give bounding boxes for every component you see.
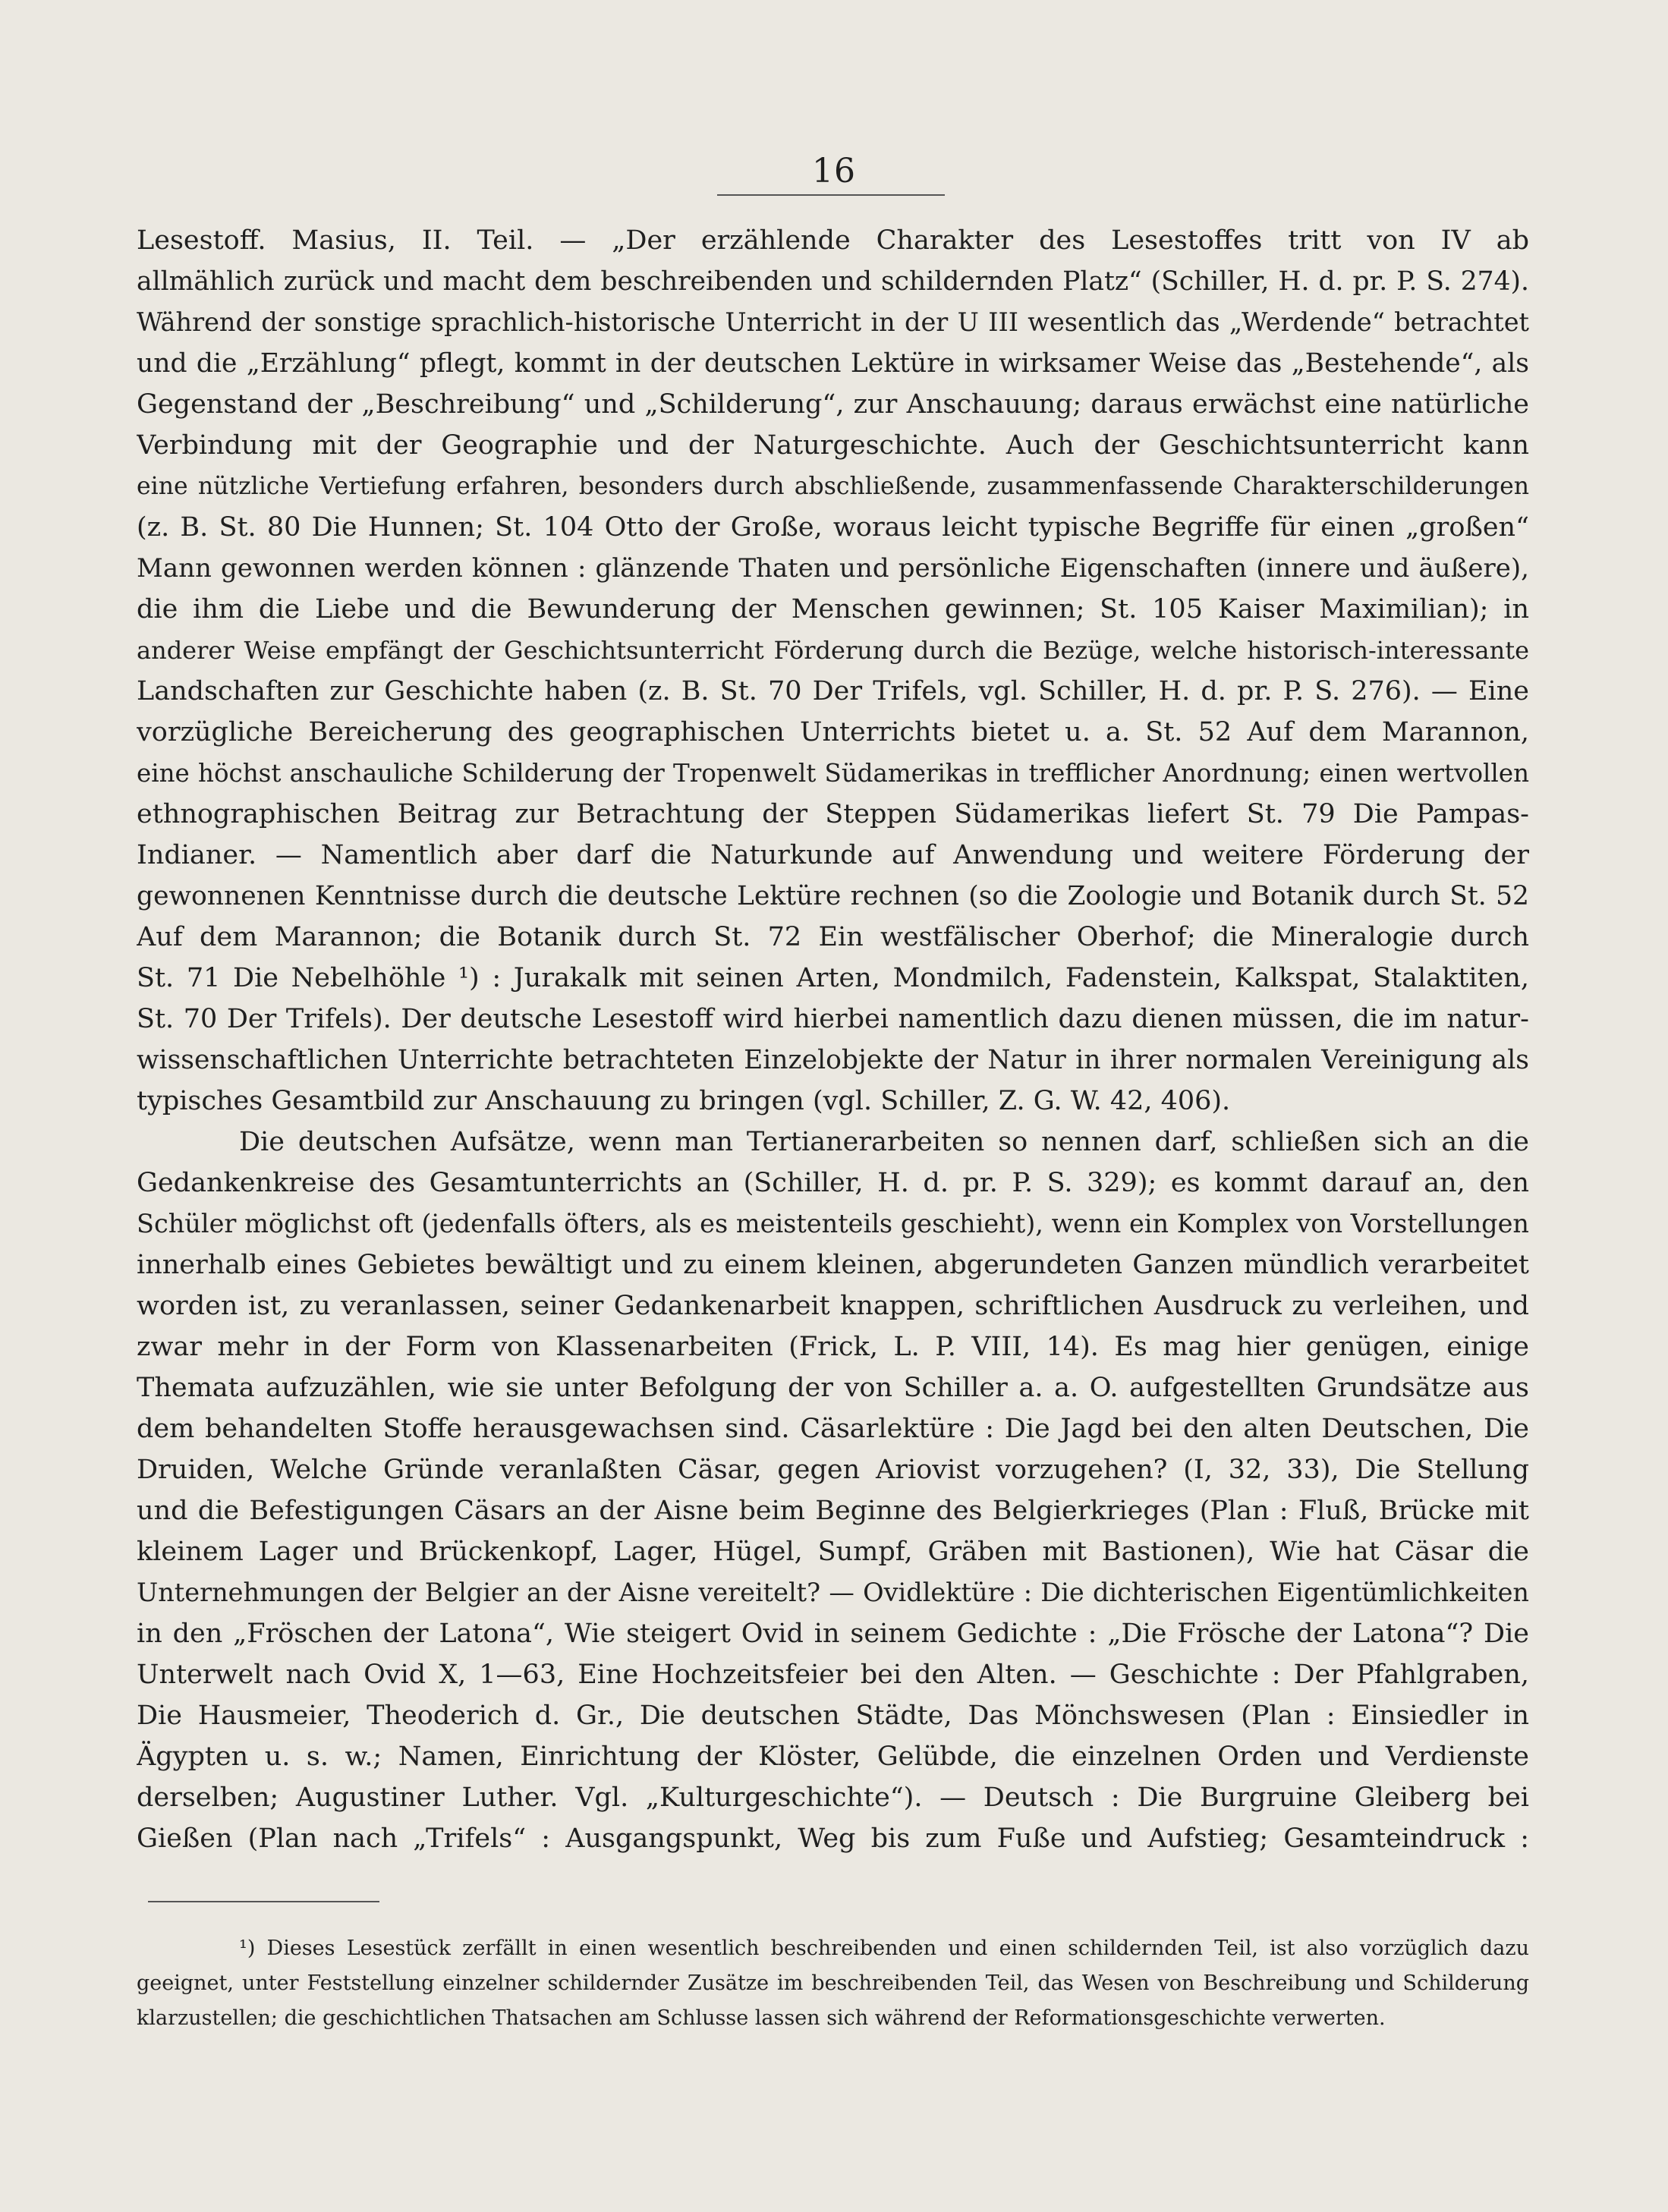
body-line: Gießen (Plan nach „Trifels“ : Ausgangspunkt, Weg bis zum Fuße und Aufstieg; Gesamteindruck : <box>137 1823 1529 1854</box>
header-rule <box>717 194 945 196</box>
body-line: dem behandelten Stoffe herausgewachsen sind. Cäsarlektüre : Die Jagd bei den alten Deutschen, Die <box>137 1414 1529 1444</box>
body-line: in den „Fröschen der Latona“, Wie steigert Ovid in seinem Gedichte : „Die Frösche der Latona“? Die <box>137 1619 1529 1649</box>
footnote-rule <box>148 1901 379 1902</box>
body-line: allmählich zurück und macht dem beschreibenden und schildernden Platz“ (Schiller, H. d. pr. P. S. 274). <box>137 266 1529 297</box>
body-line: vorzügliche Bereicherung des geographischen Unterrichts bietet u. a. St. 52 Auf dem Marannon, <box>137 717 1529 747</box>
body-line: und die Befestigungen Cäsars an der Aisne beim Beginne des Belgierkrieges (Plan : Fluß, Brücke mit <box>137 1496 1529 1526</box>
body-line: Druiden, Welche Gründe veranlaßten Cäsar, gegen Ariovist vorzugehen? (I, 32, 33), Die Stellung <box>137 1455 1529 1485</box>
body-line: ethnographischen Beitrag zur Betrachtung der Steppen Südamerikas liefert St. 79 Die Pampas- <box>137 799 1529 829</box>
body-line: Schüler möglichst oft (jedenfalls öfters, als es meistenteils geschieht), wenn ein Komplex von Vorstellungen <box>137 1209 1529 1238</box>
body-line: St. 71 Die Nebelhöhle ¹) : Jurakalk mit seinen Arten, Mondmilch, Fadenstein, Kalkspat, Stalaktiten, <box>137 963 1529 993</box>
body-line: eine nützliche Vertiefung erfahren, besonders durch abschließende, zusammenfassende Charakterschilderungen <box>137 473 1529 500</box>
body-line: Auf dem Marannon; die Botanik durch St. 72 Ein westfälischer Oberhof; die Mineralogie durch <box>137 922 1529 952</box>
body-line: St. 70 Der Trifels). Der deutsche Lesestoff wird hierbei namentlich dazu dienen müssen, die im natur- <box>137 1004 1529 1034</box>
body-line: und die „Erzählung“ pflegt, kommt in der deutschen Lektüre in wirksamer Weise das „Bestehende“, als <box>137 348 1529 379</box>
body-line: Indianer. — Namentlich aber darf die Naturkunde auf Anwendung und weitere Förderung der <box>137 840 1529 870</box>
body-line: Lesestoff. Masius, II. Teil. — „Der erzählende Charakter des Lesestoffes tritt von IV ab <box>137 225 1529 256</box>
body-line: zwar mehr in der Form von Klassenarbeiten (Frick, L. P. VIII, 14). Es mag hier genügen, einige <box>137 1332 1529 1362</box>
body-line: Unternehmungen der Belgier an der Aisne vereitelt? — Ovidlektüre : Die dichterischen Eigentümlichkeiten <box>137 1578 1529 1607</box>
body-line: kleinem Lager und Brückenkopf, Lager, Hügel, Sumpf, Gräben mit Bastionen), Wie hat Cäsar die <box>137 1537 1529 1567</box>
page-number: 16 <box>812 152 856 190</box>
footnote-line: ¹) Dieses Lesestück zerfällt in einen wesentlich beschreibenden und einen schildernden Teil, ist also vorzüglich dazu <box>239 1937 1529 1960</box>
body-line: eine höchst anschauliche Schilderung der Tropenwelt Südamerikas in trefflicher Anordnung; einen wertvollen <box>137 759 1529 788</box>
body-line: gewonnenen Kenntnisse durch die deutsche Lektüre rechnen (so die Zoologie und Botanik durch St. 52 <box>137 881 1529 911</box>
footnote-line: klarzustellen; die geschichtlichen Thatsachen am Schlusse lassen sich während der Reformationsgeschichte verwerten. <box>137 2006 1386 2030</box>
body-line: Die deutschen Aufsätze, wenn man Tertianerarbeiten so nennen darf, schließen sich an die <box>239 1127 1529 1157</box>
body-line: Verbindung mit der Geographie und der Naturgeschichte. Auch der Geschichtsunterricht kann <box>137 430 1529 461</box>
body-line: Die Hausmeier, Theoderich d. Gr., Die deutschen Städte, Das Mönchswesen (Plan : Einsiedler in <box>137 1701 1529 1731</box>
body-line: anderer Weise empfängt der Geschichtsunterricht Förderung durch die Bezüge, welche historisch-interessante <box>137 636 1529 665</box>
body-line: Gegenstand der „Beschreibung“ und „Schilderung“, zur Anschauung; daraus erwächst eine natürliche <box>137 389 1529 420</box>
body-text <box>137 220 1529 1859</box>
body-line: Landschaften zur Geschichte haben (z. B. St. 70 Der Trifels, vgl. Schiller, H. d. pr. P. S. 276). — Eine <box>137 676 1529 706</box>
body-line: Gedankenkreise des Gesamtunterrichts an (Schiller, H. d. pr. P. S. 329); es kommt darauf an, den <box>137 1168 1529 1198</box>
body-line: wissenschaftlichen Unterrichte betrachteten Einzelobjekte der Natur in ihrer normalen Vereinigung als <box>137 1045 1529 1075</box>
footnote-line: geeignet, unter Feststellung einzelner schildernder Zusätze im beschreibenden Teil, das Wesen von Beschreibung und Schilderung <box>137 1971 1529 1995</box>
body-line: typisches Gesamtbild zur Anschauung zu bringen (vgl. Schiller, Z. G. W. 42, 406). <box>137 1086 1231 1116</box>
body-line: worden ist, zu veranlassen, seiner Gedankenarbeit knappen, schriftlichen Ausdruck zu verleihen, und <box>137 1291 1529 1321</box>
body-line: Unterwelt nach Ovid X, 1—63, Eine Hochzeitsfeier bei den Alten. — Geschichte : Der Pfahlgraben, <box>137 1660 1529 1690</box>
body-line: (z. B. St. 80 Die Hunnen; St. 104 Otto der Große, woraus leicht typische Begriffe für einen „großen“ <box>137 512 1529 543</box>
body-line: die ihm die Liebe und die Bewunderung der Menschen gewinnen; St. 105 Kaiser Maximilian); in <box>137 594 1529 625</box>
body-line: derselben; Augustiner Luther. Vgl. „Kulturgeschichte“). — Deutsch : Die Burgruine Gleiberg bei <box>137 1783 1529 1813</box>
body-line: Während der sonstige sprachlich-historische Unterricht in der U III wesentlich das „Werdende“ betrachtet <box>137 307 1529 337</box>
body-line: innerhalb eines Gebietes bewältigt und zu einem kleinen, abgerundeten Ganzen mündlich verarbeitet <box>137 1250 1529 1280</box>
footnotes <box>137 1931 1529 2036</box>
body-line: Ägypten u. s. w.; Namen, Einrichtung der Klöster, Gelübde, die einzelnen Orden und Verdienste <box>137 1742 1529 1772</box>
body-line: Mann gewonnen werden können : glänzende Thaten und persönliche Eigenschaften (innere und äußere), <box>137 553 1529 584</box>
body-line: Themata aufzuzählen, wie sie unter Befolgung der von Schiller a. a. O. aufgestellten Grundsätze aus <box>137 1373 1529 1403</box>
